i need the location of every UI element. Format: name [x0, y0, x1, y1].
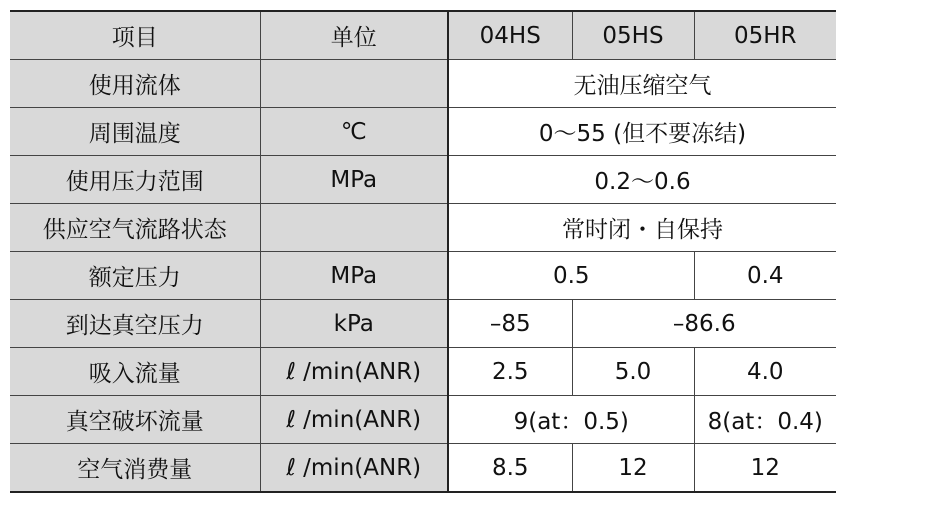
row-value-04hs: –85: [448, 300, 572, 348]
row-value-05hr: 4.0: [694, 348, 836, 396]
table-row: [10, 348, 836, 396]
row-value-04hs: 2.5: [448, 348, 572, 396]
row-value-all: 无油压缩空气: [448, 60, 836, 108]
header-item: 项目: [10, 11, 260, 60]
table-row: [10, 156, 836, 204]
row-item-label: 吸入流量: [10, 348, 260, 396]
row-value-04hs-05hs: 9(at：0.5): [448, 396, 694, 444]
row-unit: ℓ /min(ANR): [260, 396, 448, 444]
row-unit: ℃: [260, 108, 448, 156]
row-item-label: 使用流体: [10, 60, 260, 108]
table-row: [10, 444, 836, 493]
row-value-05hs: 12: [572, 444, 694, 493]
table-row: [10, 108, 836, 156]
table-row: [10, 60, 836, 108]
row-item-label: 额定压力: [10, 252, 260, 300]
row-value-all: 常时闭・自保持: [448, 204, 836, 252]
table-row: [10, 204, 836, 252]
row-unit: ℓ /min(ANR): [260, 348, 448, 396]
spec-table-container: [10, 10, 836, 493]
table-header-row: [10, 11, 836, 60]
row-value-04hs: 8.5: [448, 444, 572, 493]
row-unit: kPa: [260, 300, 448, 348]
row-value-05hr: 8(at：0.4): [694, 396, 836, 444]
row-item-label: 到达真空压力: [10, 300, 260, 348]
row-value-05hs: 5.0: [572, 348, 694, 396]
row-item-label: 使用压力范围: [10, 156, 260, 204]
table-row: [10, 396, 836, 444]
row-item-label: 空气消费量: [10, 444, 260, 493]
row-item-label: 周围温度: [10, 108, 260, 156]
row-unit: MPa: [260, 156, 448, 204]
row-item-label: 真空破坏流量: [10, 396, 260, 444]
spec-table: [10, 10, 836, 493]
row-item-label: 供应空气流路状态: [10, 204, 260, 252]
header-unit: 单位: [260, 11, 448, 60]
table-row: [10, 300, 836, 348]
row-value-05hs-05hr: –86.6: [572, 300, 836, 348]
row-unit: ℓ /min(ANR): [260, 444, 448, 493]
row-value-05hr: 0.4: [694, 252, 836, 300]
row-value-all: 0～55 (但不要冻结): [448, 108, 836, 156]
row-unit: [260, 60, 448, 108]
header-model-05hr: 05HR: [694, 11, 836, 60]
row-unit: MPa: [260, 252, 448, 300]
header-model-05hs: 05HS: [572, 11, 694, 60]
row-value-05hr: 12: [694, 444, 836, 493]
row-value-all: 0.2～0.6: [448, 156, 836, 204]
row-value-04hs-05hs: 0.5: [448, 252, 694, 300]
header-model-04hs: 04HS: [448, 11, 572, 60]
table-row: [10, 252, 836, 300]
row-unit: [260, 204, 448, 252]
